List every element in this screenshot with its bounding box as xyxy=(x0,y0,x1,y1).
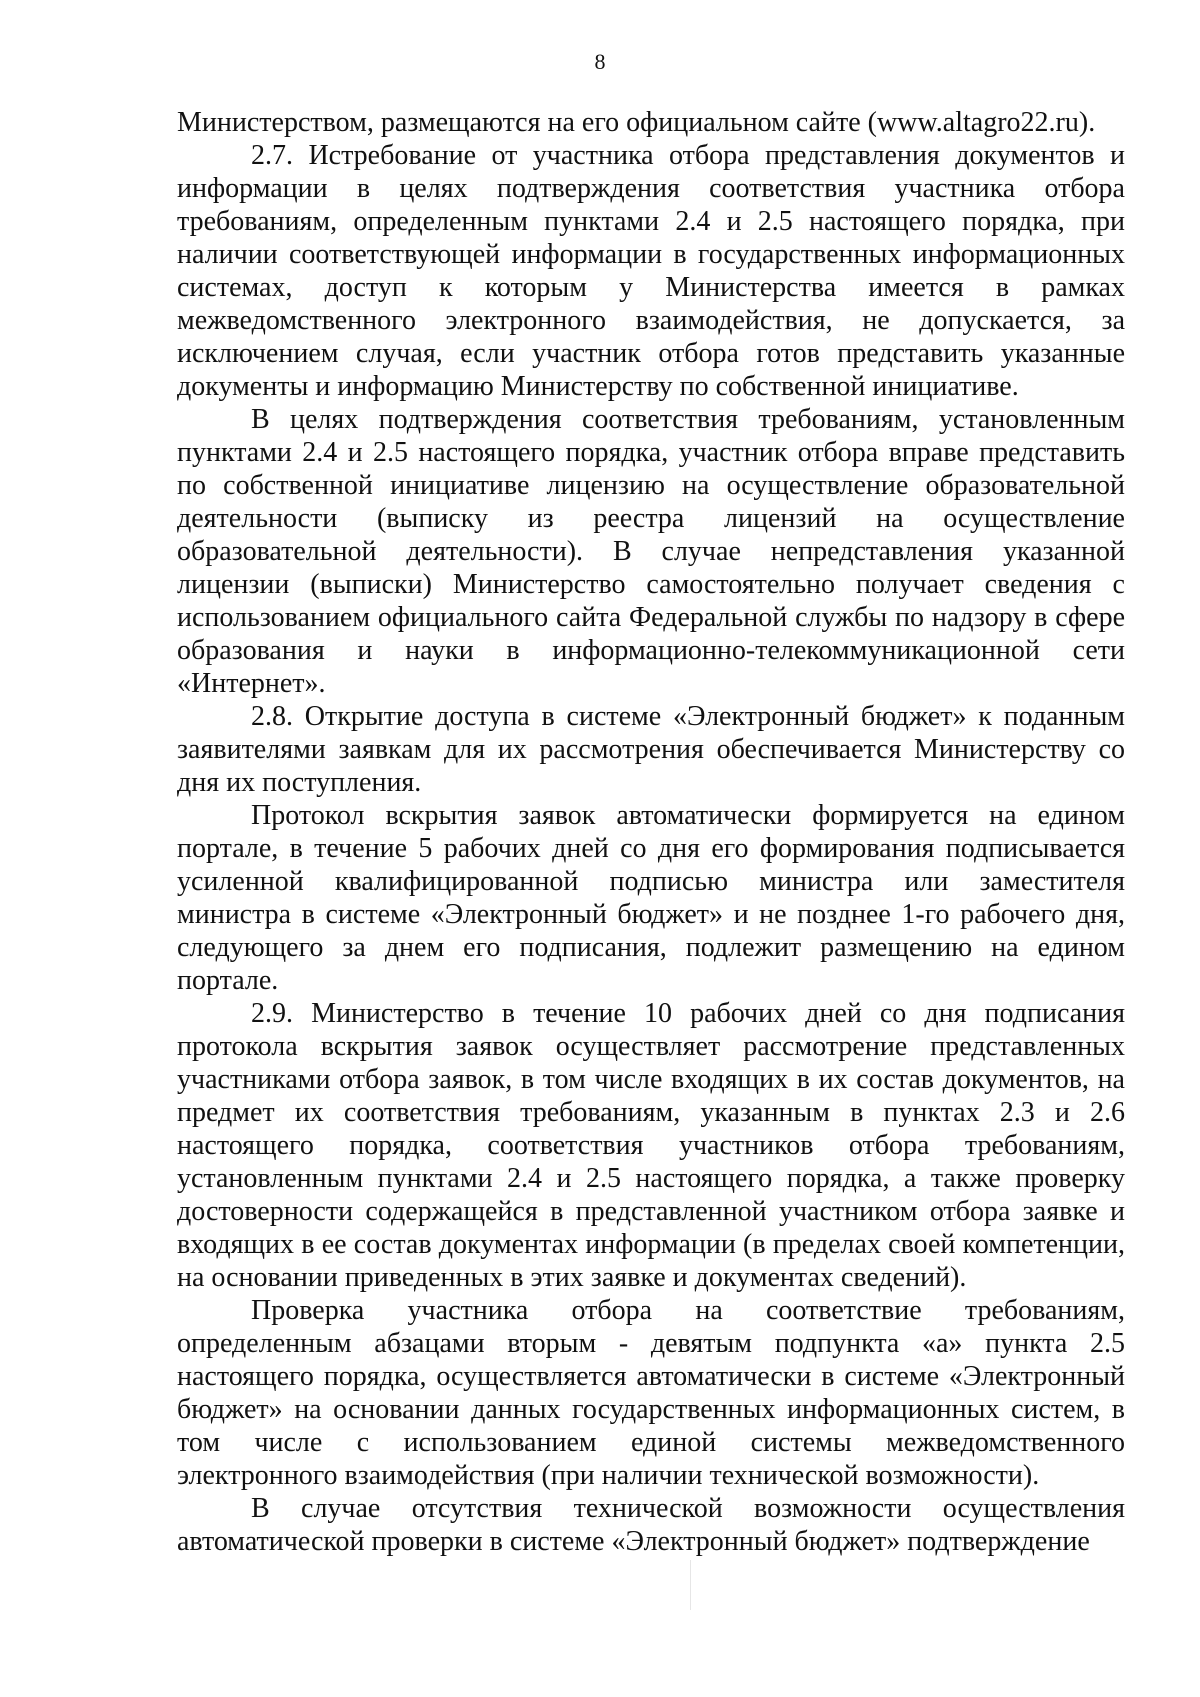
scan-artifact xyxy=(690,1560,691,1610)
paragraph-2-7: 2.7. Истребование от участника отбора представления документов и информации в целях подтверждения соответствия участника отбора требованиям, определенным пунктами 2.4 и 2.5 настоящего порядка, при наличии соответствующей информации в государственных информационных системах, доступ к которым у Министерства имеется в рамках межведомственного электронного взаимодействия, не допускается, за исключением случая, если участник отбора готов представить указанные документы и информацию Министерству по собственной инициативе. xyxy=(177,140,1125,402)
paragraph-verification: Проверка участника отбора на соответствие требованиям, определенным абзацами вторым - девятым подпункта «а» пункта 2.5 настоящего порядка, осуществляется автоматически в системе «Электронный бюджет» на основании данных государственных информационных систем, в том числе с использованием единой системы межведомственного электронного взаимодействия (при наличии технической возможности). xyxy=(177,1295,1125,1491)
paragraph-license: В целях подтверждения соответствия требованиям, установленным пунктами 2.4 и 2.5 настоящего порядка, участник отбора вправе представить по собственной инициативе лицензию на осуществление образовательной деятельности (выписку из реестра лицензий на осуществление образовательной деятельности). В случае непредставления указанной лицензии (выписки) Министерство самостоятельно получает сведения с использованием официального сайта Федеральной службы по надзору в сфере образования и науки в информационно-телекоммуникационной сети «Интернет». xyxy=(177,404,1125,699)
paragraph-protocol: Протокол вскрытия заявок автоматически формируется на едином портале, в течение 5 рабочих дней со дня его формирования подписывается усиленной квалифицированной подписью министра или заместителя министра в системе «Электронный бюджет» и не позднее 1-го рабочего дня, следующего за днем его подписания, подлежит размещению на едином портале. xyxy=(177,800,1125,996)
document-body xyxy=(177,106,1125,1558)
page-number: 8 xyxy=(594,49,606,74)
paragraph-2-8: 2.8. Открытие доступа в системе «Электронный бюджет» к поданным заявителями заявкам для их рассмотрения обеспечивается Министерству со дня их поступления. xyxy=(177,701,1125,798)
paragraph-no-technical-possibility: В случае отсутствия технической возможности осуществления автоматической проверки в системе «Электронный бюджет» подтверждение xyxy=(177,1493,1125,1557)
paragraph-2-9: 2.9. Министерство в течение 10 рабочих дней со дня подписания протокола вскрытия заявок осуществляет рассмотрение представленных участниками отбора заявок, в том числе входящих в их состав документов, на предмет их соответствия требованиям, указанным в пунктах 2.3 и 2.6 настоящего порядка, соответствия участников отбора требованиям, установленным пунктами 2.4 и 2.5 настоящего порядка, а также проверку достоверности содержащейся в представленной участником отбора заявке и входящих в ее состав документах информации (в пределах своей компетенции, на основании приведенных в этих заявке и документах сведений). xyxy=(177,998,1125,1293)
paragraph-continuation: Министерством, размещаются на его официальном сайте (www.altagro22.ru). xyxy=(177,107,1096,138)
